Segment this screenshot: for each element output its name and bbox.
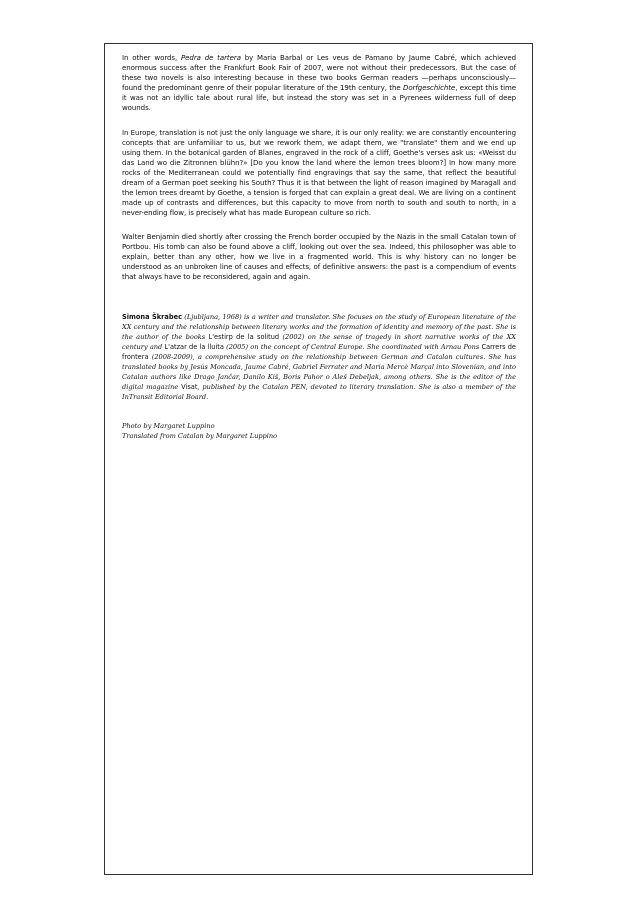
paragraph-1: [122, 53, 516, 113]
bio-text-e: , published by the Catalan PEN, devoted to literary translation. She is also a member of the InTransit Editorial Board.: [122, 383, 516, 401]
bio-text-c: (2005) on the concept of Central Europe. She coordinated with Arnau Pons: [223, 343, 482, 351]
bio-book-3: Carrers de frontera: [122, 343, 516, 361]
paragraph-3: Walter Benjamin died shortly after crossing the French border occupied by the Nazis in the small Catalan town of Portbou. His tomb can also be found above a cliff, looking out over the sea. Indeed, this philosopher was able to explain, better than any other, how we live in a fragmented world. This is why history can no longer be understood as an unbroken line of causes and effects, of definitive answers: the past is a compendium of events that always have to be reconsidered, again and again.: [122, 233, 516, 281]
term-dorfgeschichte: Dorfgeschichte: [402, 84, 456, 92]
paragraph-2: In Europe, translation is not just the only language we share, it is our only reality: we are constantly encountering concepts that are unfamiliar to us, but we rework them, we adapt them, we "translate" them and we end up using them. In the botanical garden of Blanes, engraved in the rock of a cliff, Goethe's verses ask us: «Weisst du das Land wo die Zitronnen blühn?» [Do you know the land where the lemon trees bloom?] In how many more rocks of the Mediterranean could we potentially find engravings that say the same, that reflect the beautiful dream of a German poet seeking his South? Thus it is that between the light of reason imagined by Maragall and the lemon trees dreamt by Goethe, a tension is forged that can explain a great deal. We are living on a continent made up of contrasts and differences, but this capacity to move from north to south and south to north, in a never-ending flow, is precisely what has made European culture so rich.: [122, 129, 516, 217]
paragraph-1-text-b: by Maria Barbal or Les veus de Pamano by Jaume Cabré, which achieved enormous success after the Frankfurt Book Fair of 2007, were not without their predecessors. But the case of these two novels is also interesting because in these two books German readers —perhaps unconsciously— found the predominant genre of their popular literature of the 19th century, the: [122, 54, 516, 92]
paragraph-1-text-a: In other words,: [122, 54, 181, 62]
bio-text-d: (2008-2009), a comprehensive study on the relationship between German and Catalan cultures. She has translated books by Jesús Moncada, Jaume Cabré, Gabriel Ferrater and Maria Mercè Marçal into Slovenian, and into Catalan authors like Drago Jančar, Danilo Kiš, Boris Pahor o Aleš Debeljak, among others. She is the editor of the digital magazine: [122, 353, 516, 391]
paragraph-1-text-c: , except this time it was not an idyllic tale about rural life, but instead the story was set in a Pyrenees wilderness full of deep wounds.: [122, 84, 516, 112]
author-bio: [122, 312, 516, 402]
photo-credit: Photo by Margaret Luppino: [122, 422, 215, 430]
bio-magazine: Visat: [181, 383, 198, 391]
bio-text-b: (2002) on the sense of tragedy in short narrative works of the XX century and: [122, 333, 516, 351]
author-name: Simona Škrabec: [122, 313, 182, 321]
credits: [122, 421, 516, 441]
translation-credit: Translated from Catalan by Margaret Luppino: [122, 432, 278, 440]
document-body: [122, 53, 516, 441]
bio-book-1: L'estirp de la solitud: [208, 333, 280, 341]
bio-book-2: L'atzar de la lluita: [164, 343, 224, 351]
book-title-pedra-de-tartera: Pedra de tartera: [181, 54, 241, 62]
bio-text-a: (Ljubljana, 1968) is a writer and translator. She focuses on the study of European literature of the XX century and the relationship between literary works and the formation of identity and memory of the past. She is the author of the books: [122, 313, 516, 341]
